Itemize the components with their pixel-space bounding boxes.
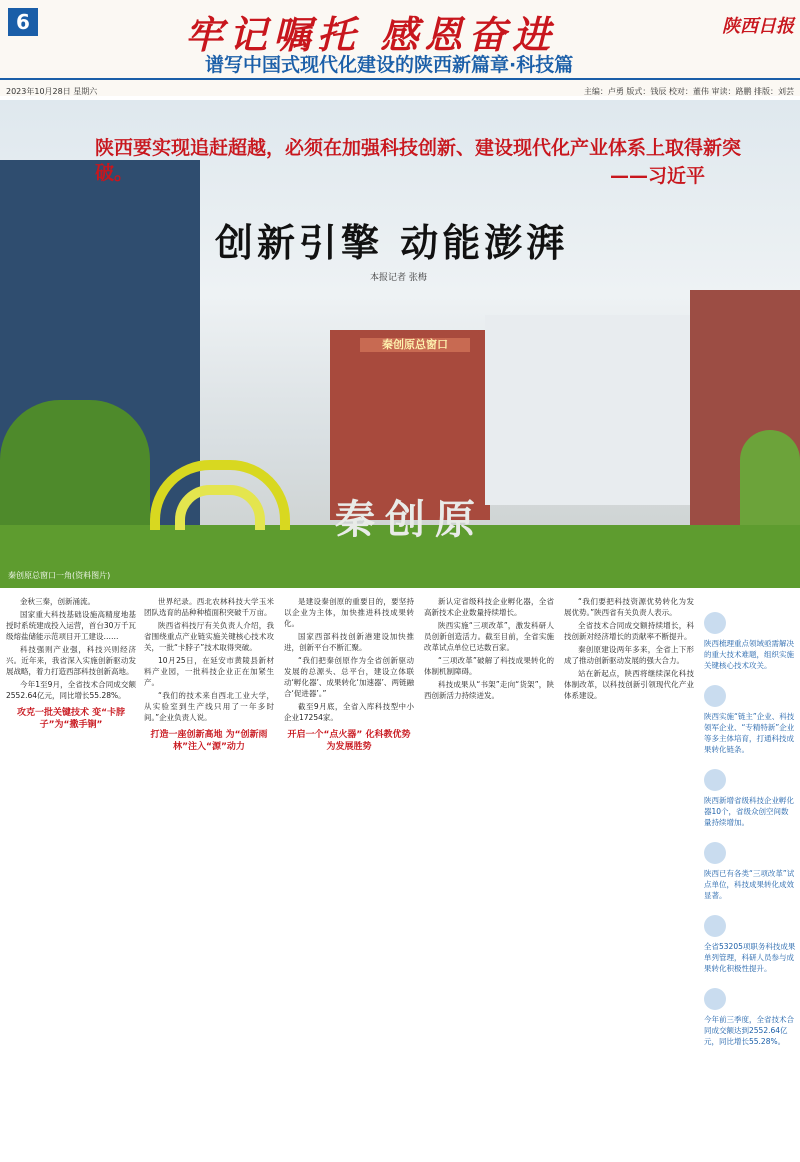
fact-icon	[704, 685, 726, 707]
paragraph: 10月25日，在延安市黄陵县新材料产业园，一批科技企业正在加紧生产。	[144, 656, 274, 687]
sidebar-fact: 全省53205项职务科技成果单列管理，科研人员参与成果转化积极性提升。	[704, 915, 796, 974]
paragraph: 世界纪录。西北农林科技大学玉米团队选育的品种种植面积突破千万亩。	[144, 597, 274, 617]
article-column-5	[564, 596, 694, 703]
issue-date: 2023年10月28日 星期六	[6, 87, 98, 96]
article-column-3	[284, 596, 414, 759]
section-subhead: 攻克一批关键技术 变“卡脖子”为“撒手锏”	[16, 708, 126, 730]
paragraph: 秦创原建设两年多来，全省上下形成了推动创新驱动发展的强大合力。	[564, 645, 694, 665]
fact-icon	[704, 988, 726, 1010]
fact-icon	[704, 612, 726, 634]
sidebar-fact: 陕西实施“链主”企业、科技领军企业、“专精特新”企业等多主体培育，打通科技成果转化链条。	[704, 685, 796, 755]
main-headline: 创新引擎 动能澎湃	[215, 221, 569, 265]
article-column-2	[144, 596, 274, 759]
building-right	[485, 315, 695, 505]
paragraph: 截至9月底，全省入库科技型中小企业17254家。	[284, 702, 414, 722]
paragraph: 国家西部科技创新港建设加快推进，创新平台不断汇聚。	[284, 632, 414, 652]
logo-sculpture-inner	[175, 485, 265, 530]
fact-icon	[704, 842, 726, 864]
paragraph: “我们要把科技资源优势转化为发展优势。”陕西省有关负责人表示。	[564, 597, 694, 617]
sidebar-fact: 陕西新增省级科技企业孵化器10个，省级众创空间数量持续增加。	[704, 769, 796, 828]
fact-icon	[704, 769, 726, 791]
article-column-4	[424, 596, 554, 703]
hero-photo	[0, 100, 800, 588]
paragraph: 今年1至9月，全省技术合同成交额2552.64亿元，同比增长55.28%。	[6, 680, 136, 700]
paragraph: 是建设秦创原的重要目的，要坚持以企业为主体，加快推进科技成果转化。	[284, 597, 414, 628]
paragraph: 科技成果从“书架”走向“货架”，陕西创新活力持续迸发。	[424, 680, 554, 700]
paragraph: 国家重大科技基础设施高精度地基授时系统建成投入运营，首台30万千瓦级熔盐储能示范项目开工建设……	[6, 610, 136, 641]
header-rule	[0, 78, 800, 80]
photo-caption: 秦创原总窗口一角(资料图片)	[8, 571, 111, 580]
paragraph: “我们的技术来自西北工业大学，从实验室到生产线只用了一年多时间。”企业负责人说。	[144, 691, 274, 722]
sidebar-fact: 陕西梳理重点领域亟需解决的重大技术难题，组织实施关键核心技术攻关。	[704, 612, 796, 671]
paragraph: “三项改革”破解了科技成果转化的体制机制障碍。	[424, 656, 554, 676]
paragraph: 新认定省级科技企业孵化器，全省高新技术企业数量持续增长。	[424, 597, 554, 617]
paragraph: “我们把秦创原作为全省创新驱动发展的总源头、总平台，建设立体联动‘孵化器’、成果转化‘加速器’、两链融合‘促进器’。”	[284, 656, 414, 698]
sidebar-fact: 陕西已有各类“三项改革”试点单位，科技成果转化成效显著。	[704, 842, 796, 901]
paragraph: 陕西省科技厅有关负责人介绍，我省围绕重点产业链实施关键核心技术攻关，一批“卡脖子”技术取得突破。	[144, 621, 274, 652]
page-number: 6	[8, 8, 38, 36]
paragraph: 金秋三秦，创新涌流。	[20, 597, 95, 606]
paragraph: 科技强则产业强，科技兴则经济兴。近年来，我省深入实施创新驱动发展战略，着力打造西部科技创新高地。	[6, 645, 136, 676]
tree-right	[740, 430, 800, 530]
byline: 本报记者 张梅	[370, 273, 427, 283]
article-body	[0, 592, 800, 1162]
leader-quote: 陕西要实现追赶超越，必须在加强科技创新、建设现代化产业体系上取得新突破。	[95, 137, 742, 184]
page-header	[0, 0, 800, 96]
sidebar-facts	[704, 612, 796, 1061]
fact-icon	[704, 915, 726, 937]
paragraph: 站在新起点，陕西将继续深化科技体制改革，以科技创新引领现代化产业体系建设。	[564, 669, 694, 700]
newspaper-logo: 陕西日报	[722, 16, 794, 37]
paragraph: 陕西实施“三项改革”，激发科研人员创新创造活力。截至目前，全省实施改革试点单位已达数百家。	[424, 621, 554, 652]
section-subtitle: 谱写中国式现代化建设的陕西新篇章·科技篇	[205, 54, 574, 76]
sidebar-fact: 今年前三季度，全省技术合同成交额达到2552.64亿元，同比增长55.28%。	[704, 988, 796, 1047]
qinchuangyuan-sign: 秦创原	[335, 497, 485, 543]
building-sign: 秦创原总窗口	[360, 338, 470, 352]
tree-left	[0, 400, 150, 530]
slogan-banner: 牢记嘱托 感恩奋进	[185, 12, 557, 57]
editor-credits: 主编：卢勇 版式：钱辰 校对：董伟 审读：路鹏 排版：刘芸	[583, 87, 794, 96]
article-column-1	[6, 596, 136, 737]
section-subhead: 开启一个“点火器” 化科教优势为发展胜势	[287, 730, 411, 752]
section-subhead: 打造一座创新高地 为“创新雨林”注入“源”动力	[150, 730, 268, 752]
quote-author: ——习近平	[610, 165, 706, 187]
paragraph: 全省技术合同成交额持续增长，科技创新对经济增长的贡献率不断提升。	[564, 621, 694, 641]
